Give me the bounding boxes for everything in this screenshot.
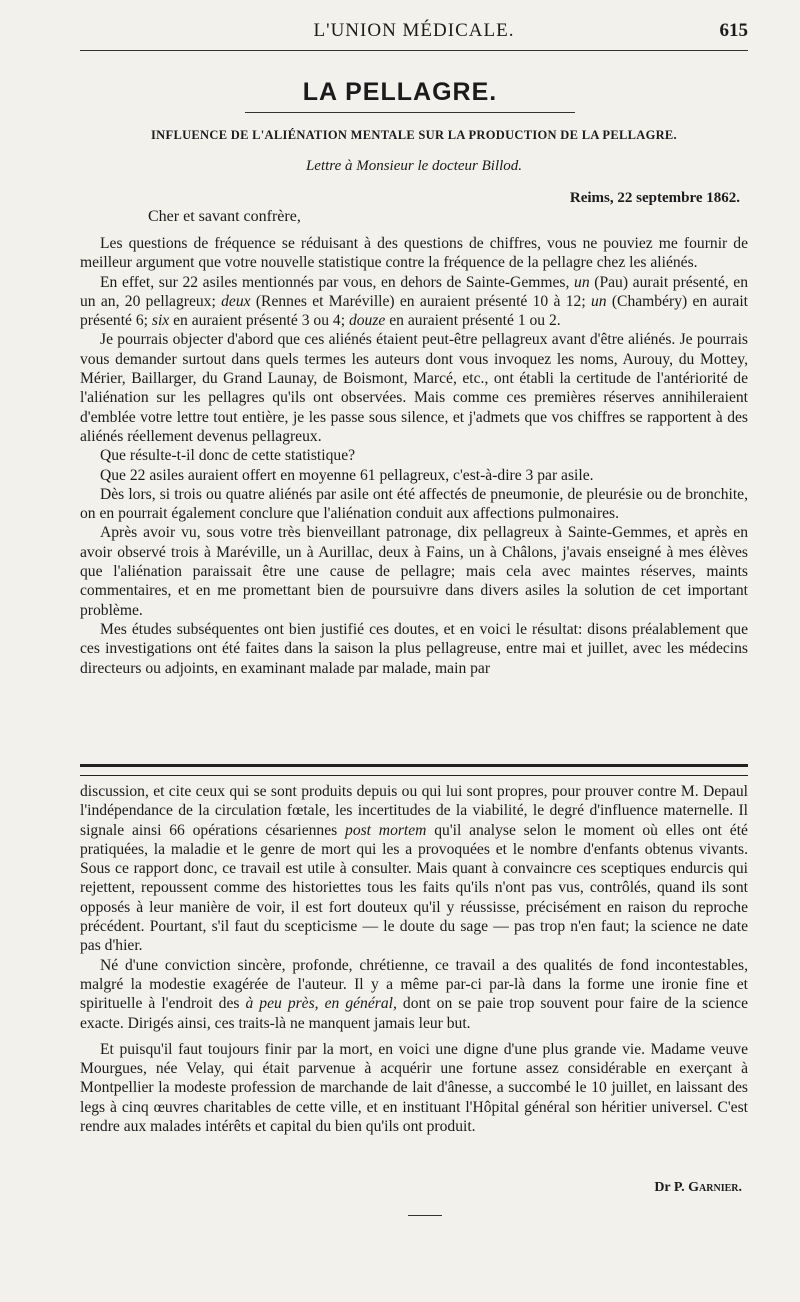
salutation: Cher et savant confrère,	[148, 208, 301, 225]
emphasis: deux	[221, 292, 251, 310]
paragraph: Mes études subséquentes ont bien justifié ces doutes, et en voici le résultat: disons préalablement que ces investigations ont été faites dans la saison la plus pellagreuse, entre mai et juillet, avec les médecins directeurs ou adjoints, en examinant malade par malade, main par	[80, 620, 748, 677]
text-run: (Pau) aurait présenté, en un an, 20 pellagreux;	[80, 273, 748, 310]
paragraph: Dès lors, si trois ou quatre aliénés par asile ont été affectés de pneumonie, de pleurésie ou de bronchite, on en pourrait également conclure que l'aliénation conduit aux affections pulmonaires.	[80, 485, 748, 523]
article-subtitle: INFLUENCE DE L'ALIÉNATION MENTALE SUR LA PRODUCTION DE LA PELLAGRE.	[151, 128, 677, 142]
paragraph: Les questions de fréquence se réduisant à des questions de chiffres, vous ne pouviez me fournir de meilleur argument que votre nouvelle statistique contre la fréquence de la pellagre chez les aliénés.	[80, 235, 748, 272]
signature-prefix: Dr P.	[654, 1180, 685, 1195]
letter-addressee: Lettre à Monsieur le docteur Billod.	[305, 158, 523, 174]
text-run: en auraient présenté 3 ou 4;	[173, 312, 346, 330]
signature-name: Garnier.	[688, 1180, 742, 1195]
emphasis: un	[590, 292, 607, 310]
article-title: LA PELLAGRE.	[302, 78, 498, 106]
paragraph: Après avoir vu, sous votre très bienveillant patronage, dix pellagreux à Sainte-Gemmes, et après en avoir observé trois à Maréville, un à Aurillac, deux à Fains, un à Châlons, j'avais enseigné à mes élèves que l'aliénation paraissait être une cause de pellagre; mais cela avec maintes réserves, maints commentaires, et en me promettant bien de poursuivre dans divers asiles la solution de cet important problème.	[80, 524, 748, 619]
paragraph	[80, 956, 748, 1033]
running-title: L'UNION MÉDICALE.	[313, 20, 515, 41]
emphasis: un	[574, 273, 590, 291]
paragraph: Que résulte-t-il donc de cette statistique?	[100, 447, 356, 465]
page-number: 615	[719, 20, 748, 41]
review-body	[80, 782, 748, 1136]
text-run: (Chambéry) en aurait présenté 6;	[80, 292, 748, 330]
signature	[654, 1180, 742, 1196]
text-run: Né d'une conviction sincère, profonde, chrétienne, ce travail a des qualités de fond incontestables, malgré la modestie exagérée de l'auteur. Il y a même par-ci par-là dans la forme une ironie fine et spirituelle à l'endroit des	[80, 956, 748, 1013]
text-run: qu'il analyse selon le moment où elles ont été pratiquées, la maladie et le genre de mort qui les a provoquées et le nombre d'enfants obtenus vivants. Sous ce rapport donc, ce travail est utile à consulter. Mais quant à convaincre ces sceptiques endurcis qui rejettent, repoussent comme des historiettes tous les faits qu'ils n'ont pas vus, contrôlés, quand ils sont opposés à leur manière de voir, il est fort douteux qu'il y réussisse, précisément en raison du reproche précédent. Pourtant, s'il faut du scepticisme — le doute du sage — pas trop n'en faut; la science ne date pas d'hier.	[80, 821, 748, 955]
emphasis: post mortem	[345, 821, 427, 839]
paragraph: Je pourrais objecter d'abord que ces aliénés étaient peut-être pellagreux avant d'être aliénés. Je pourrais vous demander surtout dans quels termes les auteurs dont vous invoquez les noms, Aurouy, du Mottey, Mérier, Baillarger, du Grand Launay, de Boismont, Marcé, etc., ont établi la certitude de l'antériorité de l'aliénation sur les pellagres qu'ils ont observées. Mais comme ces premières réserves annihileraient d'emblée votre lettre tout entière, je les passe sous silence, et j'admets que vos chiffres se rapportent à des aliénés réellement devenus pellagreux.	[80, 331, 748, 445]
text-run: dont on se paie trop souvent pour faire de la science exacte. Dirigés ainsi, ces traits-là ne manquent jamais leur but.	[80, 995, 749, 1032]
emphasis: douze	[348, 312, 386, 330]
text-run: (Rennes et Maréville) en auraient présenté 10 à 12;	[255, 292, 586, 310]
header-rule	[80, 50, 748, 51]
paragraph	[80, 273, 748, 331]
text-run: discussion, et cite ceux qui se sont produits depuis ou qui lui sont propres, pour prouver contre M. Depaul l'indépendance de la circulation fœtale, les incertitudes de la viabilité, le degré d'influence maternelle. Il signale ainsi 66 opérations césariennes	[80, 783, 748, 839]
dateline: Reims, 22 septembre 1862.	[569, 190, 740, 206]
running-head	[80, 20, 748, 46]
title-rule	[245, 112, 575, 113]
paragraph: Et puisqu'il faut toujours finir par la mort, en voici une digne d'une plus grande vie. Madame veuve Mourgues, née Velay, qui était parvenue à acquérir une fortune assez considérable en exerçant à Montpellier la modeste profession de marchande de lait d'ânesse, a succombé le 10 juillet, en laissant des legs à cinq œuvres charitables de cette ville, et en instituant l'Hôpital général son héritier universel. C'est rendre aux malades intérêts et capital du bien qu'ils ont produit.	[80, 1040, 748, 1136]
text-run: En effet, sur 22 asiles mentionnés par vous, en dehors de Sainte-Gemmes,	[100, 273, 570, 291]
paragraph-gap	[80, 1033, 748, 1040]
emphasis: à peu près, en général,	[245, 995, 397, 1013]
text-run: en auraient présenté 1 ou 2.	[389, 312, 561, 330]
emphasis: six	[151, 312, 170, 330]
section-divider	[80, 764, 748, 776]
letter-body	[80, 234, 748, 678]
paragraph	[80, 782, 748, 956]
paragraph: Que 22 asiles auraient offert en moyenne 61 pellagreux, c'est-à-dire 3 par asile.	[100, 466, 594, 484]
footer-rule	[408, 1215, 442, 1216]
